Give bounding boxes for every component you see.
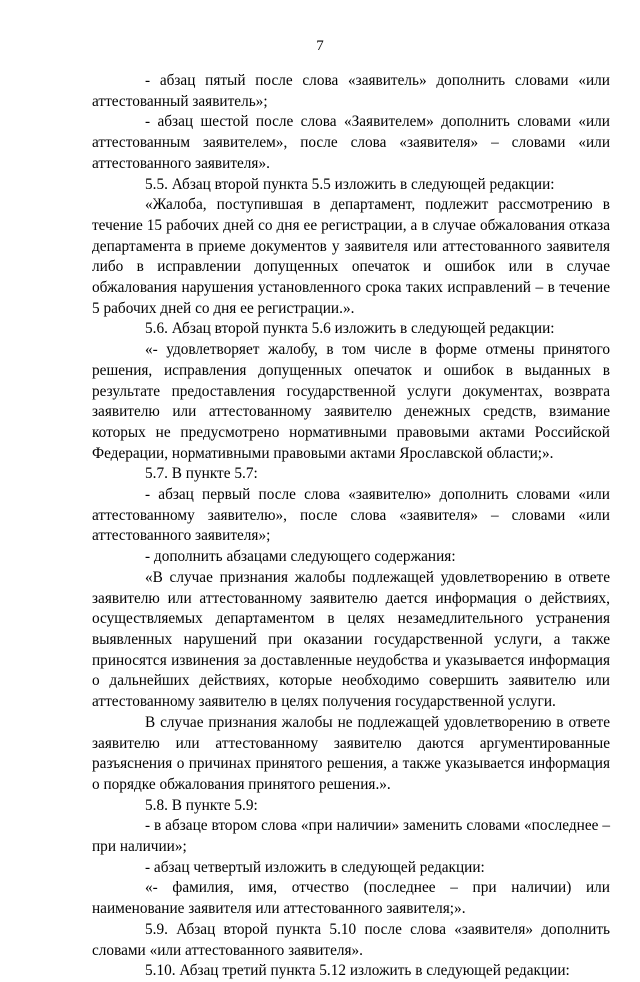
paragraph: «В случае признания жалобы подлежащей удовлетворению в ответе заявителю или аттестованному заявителю дается информация о действиях, осуществляемых департаментом в целях незамедлительного устранения выявленных нарушений при оказании государственной услуги, а также приносятся извинения за доставленные неудобства и указывается информация о дальнейших действиях, которые необходимо совершить заявителю или аттестованному заявителю в целях получения государственной услуги. [92, 568, 610, 711]
paragraph: 5.7. В пункте 5.7: [145, 465, 258, 483]
paragraph: 5.6. Абзац второй пункта 5.6 изложить в следующей редакции: [145, 320, 555, 338]
paragraph: - абзац первый после слова «заявителю» дополнить словами «или аттестованному заявителю», после слова «заявителя» – словами «или аттестованного заявителя»; [92, 486, 610, 545]
paragraph: - абзац шестой после слова «Заявителем» дополнить словами «или аттестованным заявителем», после слова «заявителя» – словами «или аттестованного заявителя». [92, 113, 610, 172]
paragraph: «- фамилия, имя, отчество (последнее – при наличии) или наименование заявителя или аттестованного заявителя;». [92, 879, 610, 918]
paragraph: - абзац пятый после слова «заявитель» дополнить словами «или аттестованный заявитель»; [92, 72, 610, 110]
paragraph: 5.8. В пункте 5.9: [145, 796, 258, 814]
paragraph: - абзац четвертый изложить в следующей редакции: [145, 858, 485, 876]
paragraph: - дополнить абзацами следующего содержания: [145, 548, 456, 566]
paragraph: 5.10. Абзац третий пункта 5.12 изложить в следующей редакции: [145, 962, 570, 980]
paragraph: «- удовлетворяет жалобу, в том числе в форме отмены принятого решения, исправления допущенных опечаток и ошибок в выданных в результате предоставления государственной услуги документах, возврата заявителю или аттестованному заявителю денежных средств, взимание которых не предусмотрено нормативными правовыми актами Российской Федерации, нормативными правовыми актами Ярославской области;». [92, 341, 610, 462]
paragraph: «Жалоба, поступившая в департамент, подлежит рассмотрению в течение 15 рабочих дней со дня ее регистрации, а в случае обжалования отказа департамента в приеме документов у заявителя или аттестованного заявителя либо в исправлении допущенных опечаток и ошибок или в случае обжалования нарушения установленного срока таких исправлений – в течение 5 рабочих дней со дня ее регистрации.». [92, 196, 610, 317]
document-body [92, 71, 610, 982]
page-number: 7 [316, 38, 324, 54]
paragraph: В случае признания жалобы не подлежащей удовлетворению в ответе заявителю или аттестованному заявителю даются аргументированные разъяснения о причинах принятого решения, а также указывается информация о порядке обжалования принятого решения.». [92, 713, 610, 793]
paragraph: - в абзаце втором слова «при наличии» заменить словами «последнее – при наличии»; [92, 817, 610, 856]
paragraph: 5.5. Абзац второй пункта 5.5 изложить в следующей редакции: [145, 175, 555, 193]
paragraph: 5.9. Абзац второй пункта 5.10 после слова «заявителя» дополнить словами «или аттестованного заявителя». [92, 920, 610, 959]
